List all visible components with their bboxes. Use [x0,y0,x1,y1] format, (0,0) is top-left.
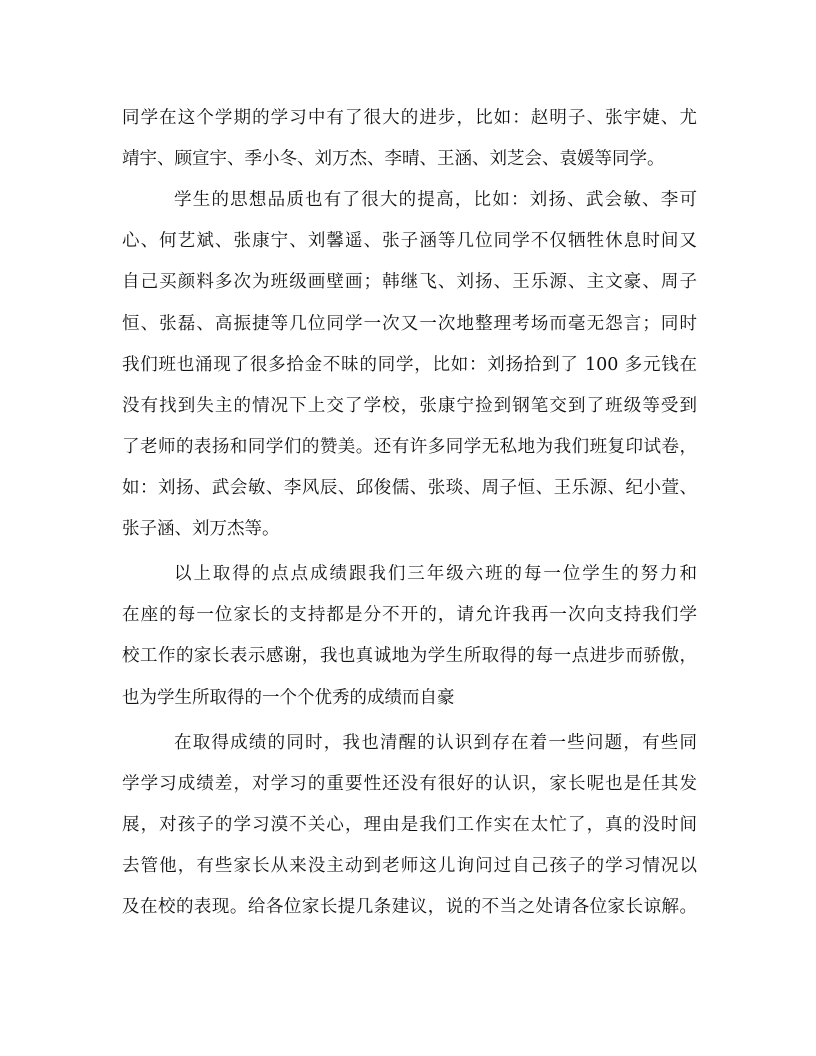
paragraph-2-line-7: 了老师的表扬和同学们的赞美。还有许多同学无私地为我们班复印试卷， [122,437,697,457]
paragraph-1-line-1: 同学在这个学期的学习中有了很大的进步，比如：赵明子、张宇婕、尤 [122,108,697,128]
paragraph-2-line-2: 心、何艺斌、张康宁、刘馨遥、张子涵等几位同学不仅牺牲休息时间又 [122,231,697,251]
paragraph-4-line-5: 及在校的表现。给各位家长提几条建议，说的不当之处请各位家长谅解。 [122,897,697,917]
paragraph-3-line-4: 也为学生所取得的一个个优秀的成绩而自豪 [122,688,455,708]
paragraph-2-line-8: 如：刘扬、武会敏、李风辰、邱俊儒、张琰、周子恒、王乐源、纪小萱、 [122,478,697,498]
paragraph-2-line-6: 没有找到失主的情况下上交了学校，张康宁捡到钢笔交到了班级等受到 [122,396,697,416]
paragraph-4-line-2: 学学习成绩差，对学习的重要性还没有很好的认识，家长呢也是任其发 [122,774,697,794]
paragraph-2-line-5: 我们班也涌现了很多拾金不昧的同学，比如：刘扬拾到了 100 多元钱在 [122,355,697,375]
paragraph-2-line-4: 恒、张磊、高振捷等几位同学一次又一次地整理考场而毫无怨言；同时 [122,314,697,334]
paragraph-1-line-2: 靖宇、顾宣宇、季小冬、刘万杰、李晴、王涵、刘芝会、袁媛等同学。 [122,149,665,169]
paragraph-3-line-3: 校工作的家长表示感谢，我也真诚地为学生所取得的每一点进步而骄傲， [122,646,697,666]
paragraph-4-line-1: 在取得成绩的同时，我也清醒的认识到存在着一些问题，有些同 [174,733,697,753]
paragraph-4-line-4: 去管他，有些家长从来没主动到老师这儿询问过自己孩子的学习情况以 [122,856,697,876]
paragraph-2-line-1: 学生的思想品质也有了很大的提高，比如：刘扬、武会敏、李可 [174,190,697,210]
paragraph-2-line-3: 自己买颜料多次为班级画壁画；韩继飞、刘扬、王乐源、主文豪、周子 [122,272,697,292]
paragraph-3-line-2: 在座的每一位家长的支持都是分不开的，请允许我再一次向支持我们学 [122,605,697,625]
paragraph-3-line-1: 以上取得的点点成绩跟我们三年级六班的每一位学生的努力和 [174,564,697,584]
paragraph-2-line-9: 张子涵、刘万杰等。 [122,519,280,539]
paragraph-4-line-3: 展，对孩子的学习漠不关心，理由是我们工作实在太忙了，真的没时间 [122,815,697,835]
